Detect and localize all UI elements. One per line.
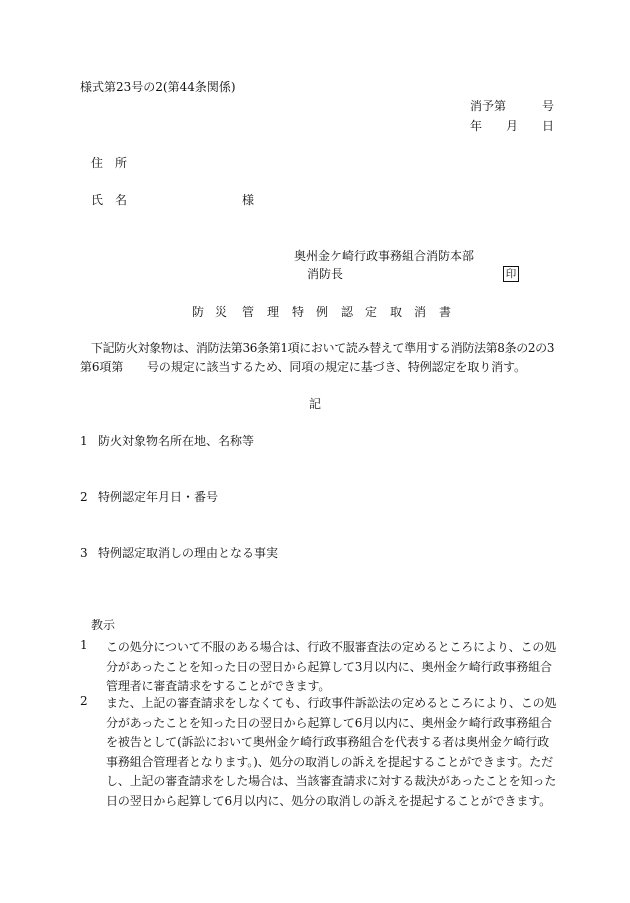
notice-item-1-number: 1 [80,638,88,652]
item-1-number: 1 [80,434,88,448]
title-char: 取 [390,305,403,319]
notice-heading: 教示 [91,618,116,632]
title-char: 認 [341,305,354,319]
title-char: 防 [192,305,205,319]
title-char: 書 [439,305,452,319]
ki-heading: 記 [309,397,322,411]
body-line-2: 第6項第 号の規定に該当するため、同項の規定に基づき、特例認定を取り消す。 [80,360,526,374]
body-line-1: 下記防火対象物は、消防法第36条第1項において読み替えて準用する消防法第8条の2の3 [91,341,555,355]
form-number: 様式第23号の2(第44条関係) [80,80,236,94]
seal-mark: 印 [503,266,519,282]
item-3-label: 特例認定取消しの理由となる事実 [98,546,279,560]
address-label: 住 所 [91,156,128,170]
title-char: 定 [365,305,378,319]
honorific: 様 [242,193,255,207]
issuer-title: 消防長 [307,267,344,281]
notice-item-1-text: この処分について不服のある場合は、行政不服審査法の定めるところにより、この処分があったことを知った日の翌日から起算して3月以内に、奥州金ケ崎行政事務組合管理者に審査請求をすることができます。 [106,640,557,693]
item-3-number: 3 [80,546,88,560]
title-char: 災 [215,305,228,319]
notice-item-2-number: 2 [80,694,88,708]
title-char: 例 [316,305,329,319]
name-label: 氏 名 [91,193,128,207]
title-char: 消 [414,305,427,319]
item-2-number: 2 [80,490,88,504]
title-char: 理 [267,305,280,319]
item-1-label: 防火対象物名所在地、名称等 [98,434,255,448]
item-2-label: 特例認定年月日・番号 [98,490,219,504]
title-char: 特 [292,305,305,319]
issue-date: 年 月 日 [470,119,555,133]
notice-item-2-text: また、上記の審査請求をしなくても、行政事件訴訟法の定めるところにより、この処分があったことを知った日の翌日から起算して6月以内に、奥州金ケ崎行政事務組合を被告として(訴訟において奥州金ケ崎行政事務組合を代表する者は奥州金ケ崎行政事務組合管理者となります。)、処分の取消しの訴えを提起することができます。ただし、上記の審査請求をした場合は、当該審査請求に対する裁決があったことを知った日の翌日から起算して6月以内に、処分の取消しの訴えを提起することができます。 [106,696,557,808]
document-number: 消予第 号 [470,99,555,113]
issuer-organization: 奥州金ケ崎行政事務組合消防本部 [294,249,475,263]
title-char: 管 [242,305,255,319]
